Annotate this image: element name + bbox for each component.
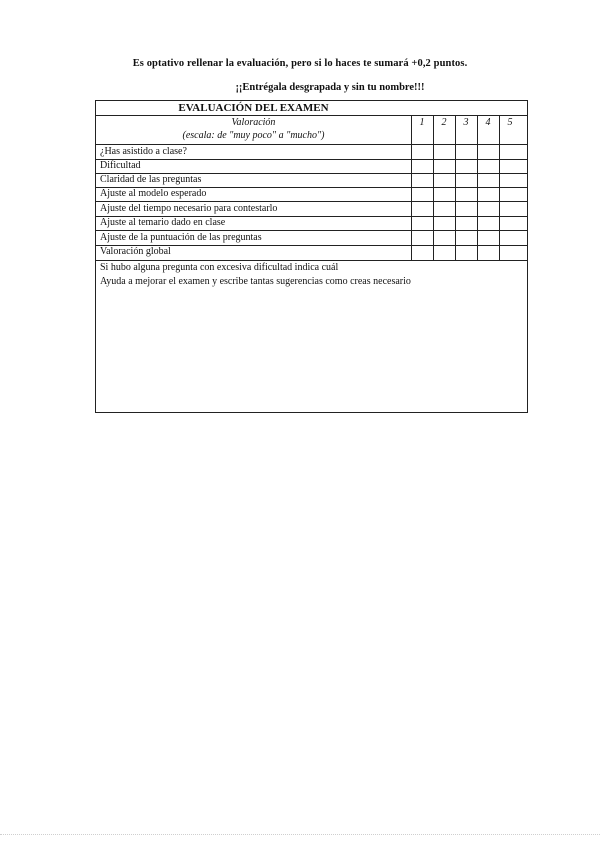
criterion-clarity: Claridad de las preguntas bbox=[100, 174, 202, 185]
scale-number-1: 1 bbox=[419, 117, 425, 128]
scale-number-3: 3 bbox=[463, 117, 469, 128]
difficult-question-prompt: Si hubo alguna pregunta con excesiva dificultad indica cuál bbox=[100, 262, 339, 273]
criterion-syllabus-fit: Ajuste al temario dado en clase bbox=[100, 217, 226, 228]
scale-description: (escala: de "muy poco" a "mucho") bbox=[182, 130, 325, 141]
suggestions-prompt: Ayuda a mejorar el examen y escribe tantas sugerencias como creas necesario bbox=[100, 276, 411, 287]
scale-number-5: 5 bbox=[507, 117, 513, 128]
criterion-time-fit: Ajuste del tiempo necesario para contestarlo bbox=[100, 203, 278, 214]
criterion-model-fit: Ajuste al modelo esperado bbox=[100, 188, 207, 199]
title-divider bbox=[96, 115, 527, 116]
valoracion-label: Valoración bbox=[231, 117, 276, 128]
suggestions-area[interactable] bbox=[96, 291, 527, 411]
criterion-difficulty: Dificultad bbox=[100, 160, 141, 171]
submission-instruction: ¡¡Entrégala desgrapada y sin tu nombre!!! bbox=[235, 82, 425, 93]
scale-number-2: 2 bbox=[441, 117, 447, 128]
row-divider bbox=[96, 159, 527, 160]
criterion-scoring-fit: Ajuste de la puntuación de las preguntas bbox=[100, 232, 262, 243]
criterion-overall: Valoración global bbox=[100, 246, 171, 257]
criterion-attendance: ¿Has asistido a clase? bbox=[100, 146, 187, 157]
exam-evaluation-form bbox=[95, 100, 528, 413]
optional-notice: Es optativo rellenar la evaluación, pero si lo haces te sumará +0,2 puntos. bbox=[132, 58, 468, 69]
form-title: EVALUACIÓN DEL EXAMEN bbox=[178, 102, 329, 114]
page-footer-rule bbox=[0, 834, 600, 836]
scale-number-4: 4 bbox=[485, 117, 491, 128]
